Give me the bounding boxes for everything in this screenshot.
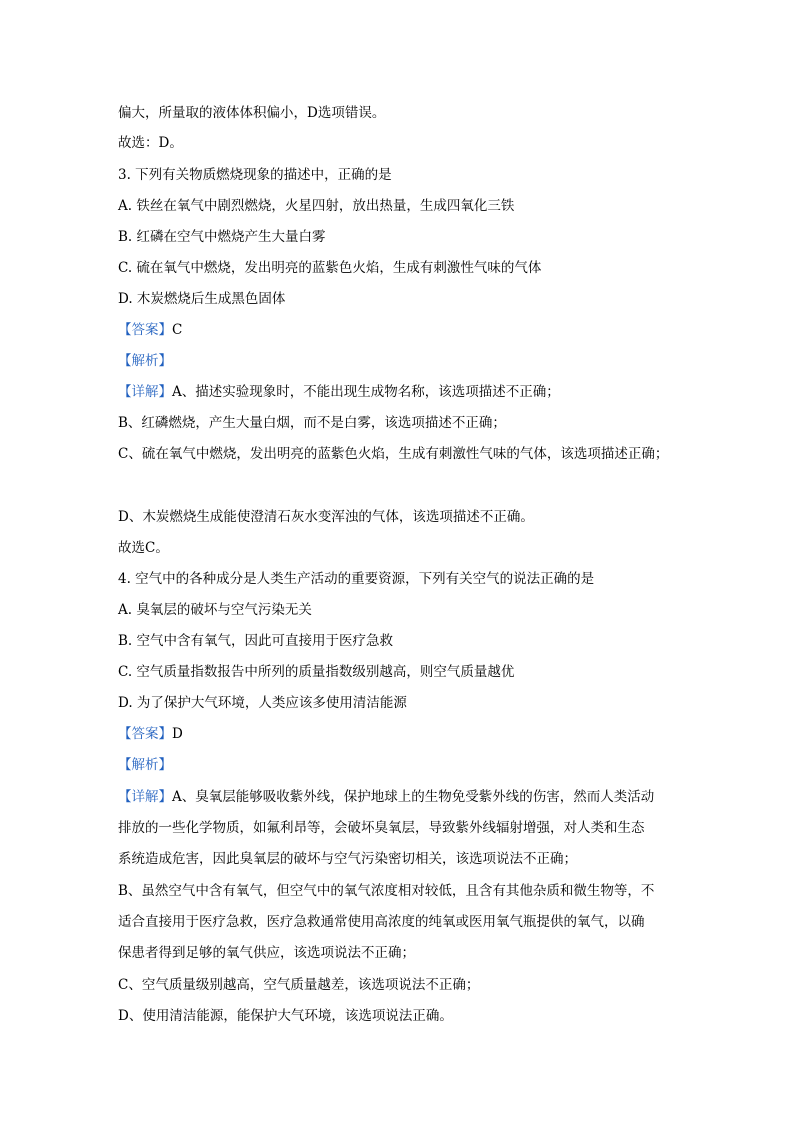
analysis-tag: 【解析】 [118,757,172,773]
analysis-line [118,756,172,774]
option-d: D. 为了保护大气环境，人类应该多使用清洁能源 [118,695,407,711]
text-line: D、使用清洁能源，能保护大气环境，该选项说法正确。 [118,1008,453,1024]
detail-tag: 【详解】 [118,789,172,805]
analysis-tag: 【解析】 [118,353,172,369]
text-line: 系统造成危害，因此臭氧层的破坏与空气污染密切相关，该选项说法不正确； [118,851,577,867]
option-c: C. 空气质量指数报告中所列的质量指数级别越高，则空气质量越优 [118,664,515,680]
text-line: B、虽然空气中含有氧气，但空气中的氧气浓度相对较低，且含有其他杂质和微生物等，不 [118,883,655,899]
option-a: A. 铁丝在氧气中剧烈燃烧，火星四射，放出热量，生成四氧化三铁 [118,198,515,214]
text-line: B、红磷燃烧，产生大量白烟，而不是白雾，该选项描述不正确； [118,415,506,431]
text-line: 故选C。 [118,540,169,556]
text-line: 排放的一些化学物质，如氟利昂等，会破坏臭氧层，导致紫外线辐射增强，对人类和生态 [118,820,645,836]
answer-tag: 【答案】 [118,322,172,338]
option-d: D. 木炭燃烧后生成黑色固体 [118,291,286,307]
text-line: D、木炭燃烧生成能使澄清石灰水变浑浊的气体，该选项描述不正确。 [118,509,534,525]
detail-line: 【详解】A、臭氧层能够吸收紫外线，保护地球上的生物免受紫外线的伤害，然而人类活动 [118,789,655,805]
text-line: 故选：D。 [118,135,183,151]
text-line: 偏大，所量取的液体体积偏小，D选项错误。 [118,105,386,121]
option-c: C. 硫在氧气中燃烧，发出明亮的蓝紫色火焰，生成有刺激性气味的气体 [118,260,542,276]
text-line: C、空气质量级别越高，空气质量越差，该选项说法不正确； [118,977,480,993]
option-b: B. 空气中含有氧气，因此可直接用于医疗急救 [118,633,394,649]
analysis-line [118,352,172,370]
question-4-stem: 4. 空气中的各种成分是人类生产活动的重要资源，下列有关空气的说法正确的是 [118,571,595,587]
option-b: B. 红磷在空气中燃烧产生大量白雾 [118,229,326,245]
answer-tag: 【答案】 [118,726,172,742]
text-line: C、硫在氧气中燃烧，发出明亮的蓝紫色火焰，生成有刺激性气味的气体，该选项描述正确； [118,446,669,462]
answer-line: 【答案】C [118,322,183,338]
question-3-stem: 3. 下列有关物质燃烧现象的描述中，正确的是 [118,167,392,183]
detail-tag: 【详解】 [118,384,172,400]
text-line: 适合直接用于医疗急救，医疗急救通常使用高浓度的纯氧或医用氧气瓶提供的氧气，以确 [118,914,645,930]
option-a: A. 臭氧层的破坏与空气污染无关 [118,602,312,618]
detail-line: 【详解】A、描述实验现象时，不能出现生成物名称，该选项描述不正确； [118,384,560,400]
answer-line: 【答案】D [118,726,183,742]
text-line: 保患者得到足够的氧气供应，该选项说法不正确； [118,945,415,961]
